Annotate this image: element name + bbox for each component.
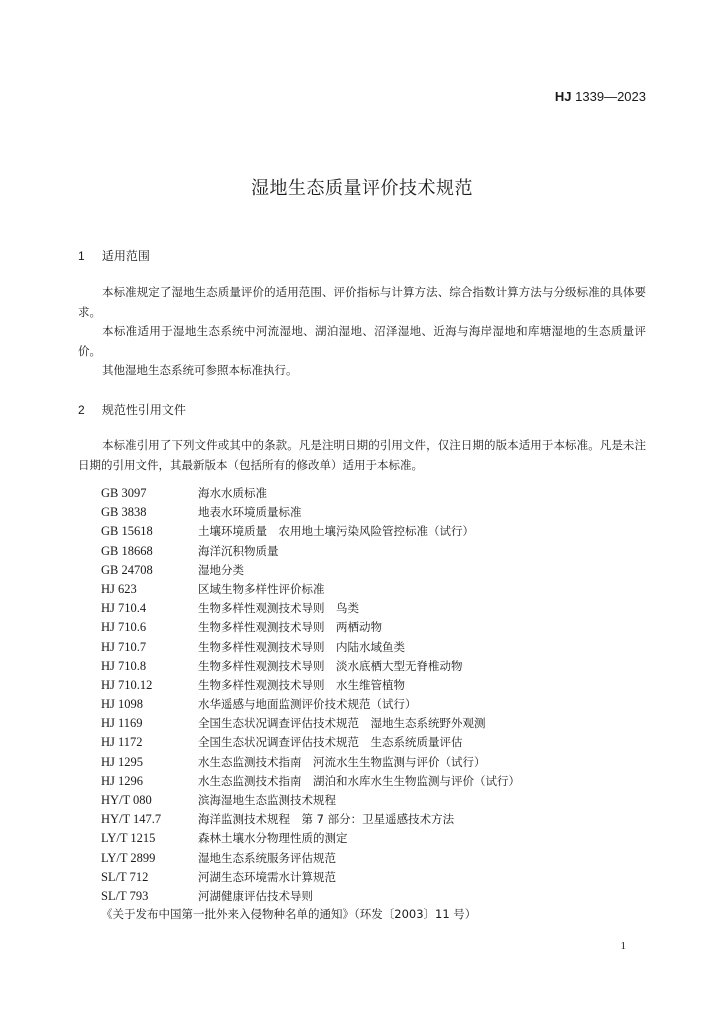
reference-title: 区域生物多样性评价标准 xyxy=(198,581,325,596)
reference-title: 生物多样性观测技术导则 内陆水域鱼类 xyxy=(198,639,405,654)
reference-item xyxy=(101,810,661,829)
page-number: 1 xyxy=(620,940,626,952)
reference-code: HJ 710.7 xyxy=(101,639,147,654)
reference-item xyxy=(101,772,661,791)
reference-title: 全国生态状况调查评估技术规范 湿地生态系统野外观测 xyxy=(198,716,486,731)
reference-code: HY/T 080 xyxy=(101,793,152,807)
reference-item xyxy=(101,484,661,503)
reference-title: 生物多样性观测技术导则 水生维管植物 xyxy=(198,677,405,692)
reference-title: 生物多样性观测技术导则 淡水底栖大型无脊椎动物 xyxy=(198,658,463,673)
reference-item xyxy=(101,695,661,714)
document-title: 湿地生态质量评价技术规范 xyxy=(251,178,473,199)
section-2-intro: 本标准引用了下列文件或其中的条款。凡是注明日期的引用文件，仅注日期的版本适用于本标准。凡是未注日期的引用文件，其最新版本（包括所有的修改单）适用于本标准。 xyxy=(78,438,646,472)
reference-code: HJ 710.4 xyxy=(101,601,147,616)
reference-code: GB 15618 xyxy=(101,524,153,539)
section-2-heading xyxy=(78,401,186,418)
standard-code xyxy=(555,89,646,104)
reference-item xyxy=(101,580,661,599)
reference-title: 海洋沉积物质量 xyxy=(198,543,279,558)
reference-code: LY/T 1215 xyxy=(101,831,156,846)
reference-item xyxy=(101,561,661,580)
reference-title: 生物多样性观测技术导则 两栖动物 xyxy=(198,620,382,635)
reference-code: GB 24708 xyxy=(101,562,153,577)
reference-code: HJ 1296 xyxy=(101,773,144,788)
section-2-title: 规范性引用文件 xyxy=(101,403,186,417)
reference-code: HJ 1295 xyxy=(101,754,144,769)
reference-item xyxy=(101,791,661,810)
reference-item xyxy=(101,753,661,772)
reference-code: GB 3838 xyxy=(101,505,147,520)
reference-code: HJ 710.12 xyxy=(101,677,153,692)
reference-item xyxy=(101,733,661,752)
reference-title: 水生态监测技术指南 湖泊和水库水生生物监测与评价（试行） xyxy=(198,773,520,788)
reference-title: 水华遥感与地面监测评价技术规范（试行） xyxy=(198,697,417,712)
section-1-paragraph-1: 本标准规定了湿地生态质量评价的适用范围、评价指标与计算方法、综合指数计算方法与分级标准的具体要求。 xyxy=(78,285,646,319)
reference-code: HJ 710.8 xyxy=(101,658,147,673)
reference-title: 土壤环境质量 农用地土壤污染风险管控标准（试行） xyxy=(198,524,474,539)
section-1-paragraph-3: 其他湿地生态系统可参照本标准执行。 xyxy=(102,363,298,377)
reference-item xyxy=(101,522,661,541)
reference-title: 滨海湿地生态监测技术规程 xyxy=(198,793,336,807)
reference-code: GB 3097 xyxy=(101,486,147,500)
section-1-title: 适用范围 xyxy=(101,249,150,263)
standard-prefix: HJ xyxy=(554,89,572,104)
reference-notice: 《关于发布中国第一批外来入侵物种名单的通知》（环发〔2003〕11 号） xyxy=(101,907,477,921)
reference-title: 海洋监测技术规程 第 7 部分：卫星遥感技术方法 xyxy=(198,812,455,827)
reference-item xyxy=(101,849,661,868)
reference-title: 湿地生态系统服务评估规范 xyxy=(198,850,336,865)
reference-item xyxy=(101,657,661,676)
reference-item xyxy=(101,503,661,522)
reference-title: 河湖生态环境需水计算规范 xyxy=(198,869,336,884)
reference-title: 生物多样性观测技术导则 鸟类 xyxy=(198,601,359,616)
reference-item xyxy=(101,638,661,657)
standard-number: 1339—2023 xyxy=(575,89,646,104)
reference-code: SL/T 712 xyxy=(101,869,149,884)
section-1-paragraph-2: 本标准适用于湿地生态系统中河流湿地、湖泊湿地、沼泽湿地、近海与海岸湿地和库塘湿地的生态质量评价。 xyxy=(78,324,646,358)
reference-item xyxy=(101,618,661,637)
reference-item xyxy=(101,599,661,618)
reference-title: 海水水质标准 xyxy=(198,486,267,500)
reference-code: HJ 1169 xyxy=(101,716,143,731)
reference-code: HJ 623 xyxy=(101,581,137,596)
reference-item xyxy=(101,887,661,906)
reference-code: HJ 1098 xyxy=(101,697,144,712)
reference-code: HJ 710.6 xyxy=(101,620,147,635)
section-1-heading xyxy=(78,247,150,264)
reference-list xyxy=(101,484,661,906)
reference-item xyxy=(101,676,661,695)
reference-title: 地表水环境质量标准 xyxy=(198,505,302,520)
reference-item xyxy=(101,542,661,561)
reference-title: 河湖健康评估技术导则 xyxy=(198,888,313,903)
section-1-number: 1 xyxy=(78,249,85,263)
reference-code: HY/T 147.7 xyxy=(101,812,162,827)
reference-title: 森林土壤水分物理性质的测定 xyxy=(198,831,348,846)
reference-item xyxy=(101,868,661,887)
section-2-number: 2 xyxy=(78,403,85,417)
reference-code: SL/T 793 xyxy=(101,888,149,903)
reference-item xyxy=(101,714,661,733)
reference-item xyxy=(101,829,661,848)
reference-title: 全国生态状况调查评估技术规范 生态系统质量评估 xyxy=(198,735,463,750)
reference-code: GB 18668 xyxy=(101,543,153,558)
reference-code: LY/T 2899 xyxy=(101,850,156,865)
reference-title: 水生态监测技术指南 河流水生生物监测与评价（试行） xyxy=(198,754,486,769)
reference-title: 湿地分类 xyxy=(198,562,244,577)
reference-code: HJ 1172 xyxy=(101,735,143,750)
